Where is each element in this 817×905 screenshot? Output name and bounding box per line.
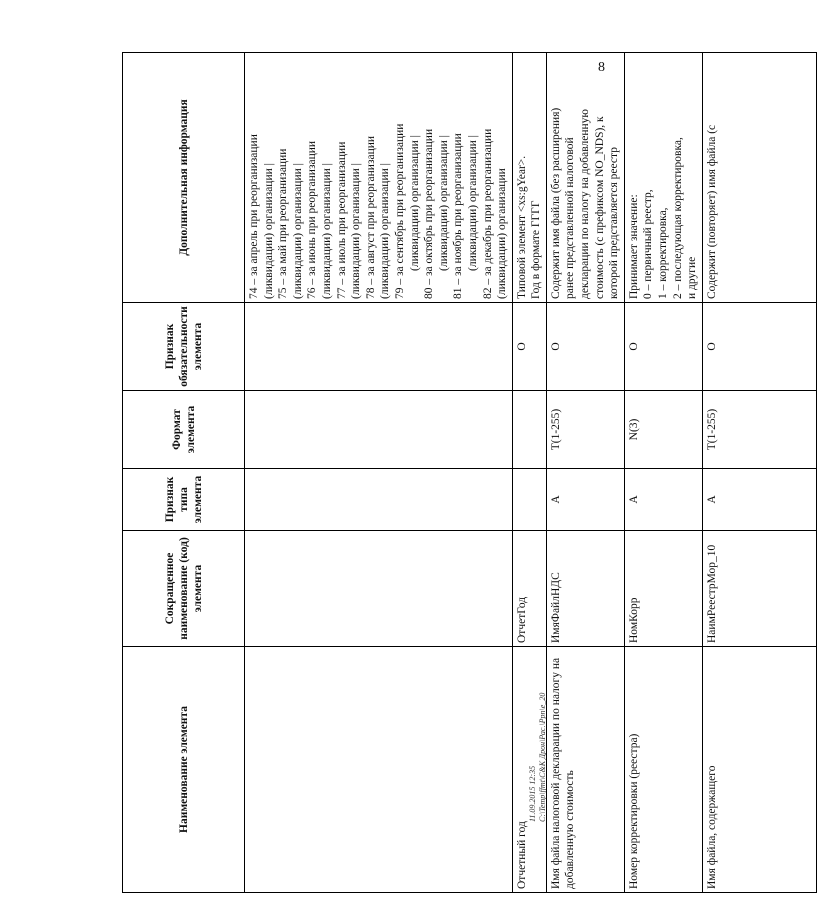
cell-info — [702, 53, 816, 303]
cell-format — [512, 391, 546, 469]
stamp-line-1: 11.09.2015 12:35 — [528, 765, 537, 822]
info-line: (ликвидации) организации | — [320, 163, 333, 299]
info-line: декларации по налогу на добавленную — [579, 108, 592, 299]
info-line: стоимость (с префиксом NO_NDS), к — [593, 116, 606, 299]
cell-code: НомКорр — [624, 531, 702, 647]
cell-code — [245, 531, 513, 647]
info-line: 78 – за август при реорганизации — [364, 135, 377, 299]
cell-required: О — [624, 303, 702, 391]
cell-info — [512, 53, 546, 303]
info-line: Содержит имя файла (без расширения) — [549, 107, 562, 299]
table-row — [512, 53, 546, 893]
cell-type: А — [624, 469, 702, 531]
info-line: 76 – за июнь при реорганизации — [306, 140, 319, 299]
info-line: (ликвидации) организации — [496, 168, 509, 299]
stamp-line-2: C:\Temp\ffmt\С&К Дрон\Рас.\Ррп\е_20 — [538, 692, 547, 822]
cell-required: О — [512, 303, 546, 391]
cell-format: N(3) — [624, 391, 702, 469]
cell-name: Имя файла налоговой декларации по налогу на добавленную стоимость — [546, 647, 624, 893]
info-line: Принимает значение: — [627, 194, 640, 299]
cell-required: О — [702, 303, 816, 391]
info-line: 74 – за апрель при реорганизации — [248, 134, 260, 299]
info-line: (ликвидации) организации | — [291, 163, 304, 299]
cell-name: Имя файла, содержащего — [702, 647, 816, 893]
info-line: 1 – корректировка, — [657, 207, 670, 299]
cell-info — [245, 53, 513, 303]
table-row — [702, 53, 816, 893]
header-element-code: Сокращенное наименование (код) элемента — [123, 531, 245, 647]
cell-type: А — [702, 469, 816, 531]
info-line: 80 – за октябрь при реорганизации — [423, 128, 436, 299]
info-line: (ликвидации) организации | — [437, 135, 450, 271]
header-element-format: Формат элемента — [123, 391, 245, 469]
cell-code: ОтчетГод — [512, 531, 546, 647]
info-line: 81 – за ноябрь при реорганизации — [452, 133, 465, 299]
rotated-table-wrapper — [122, 53, 718, 893]
cell-type — [512, 469, 546, 531]
info-line: (ликвидации) организации | — [262, 163, 275, 299]
cell-name — [245, 647, 513, 893]
info-line: которой представляется реестр — [608, 147, 621, 299]
info-line: 79 – за сентябрь при реорганизации — [393, 123, 406, 299]
cell-name: Отчетный год — [512, 647, 546, 893]
table-row — [624, 53, 702, 893]
info-line: (ликвидации) организации | — [350, 163, 363, 299]
cell-name: Номер корректировки (реестра) — [624, 647, 702, 893]
table-row-continued — [245, 53, 513, 893]
cell-info — [546, 53, 624, 303]
table-row — [546, 53, 624, 893]
page-number: 8 — [598, 60, 605, 75]
info-line: (ликвидации) организации | — [466, 135, 479, 271]
cell-type: А — [546, 469, 624, 531]
info-line: 77 – за июль при реорганизации — [335, 141, 348, 299]
info-line: 2 – последующая корректировка, — [671, 137, 684, 299]
info-line: и другие — [686, 256, 699, 299]
cell-info — [624, 53, 702, 303]
table-header-row — [123, 53, 245, 893]
header-additional-info: Дополнительная информация — [123, 53, 245, 303]
header-element-type: Признак типа элемента — [123, 469, 245, 531]
info-line: Типовой элемент <xs:gYear>. — [515, 155, 528, 299]
info-line: Год в формате ГГГГ — [530, 200, 543, 299]
info-line: (ликвидации) организации | — [379, 163, 392, 299]
cell-format — [245, 391, 513, 469]
info-line: 75 – за май при реорганизации — [277, 148, 290, 299]
info-line: (ликвидации) организации | — [408, 135, 421, 271]
elements-table — [122, 52, 817, 893]
cell-required: О — [546, 303, 624, 391]
cell-type — [245, 469, 513, 531]
cell-code: НаимРеестрМор_10 — [702, 531, 816, 647]
info-line: 0 – первичный реестр, — [642, 189, 655, 299]
cell-format: T(1-255) — [546, 391, 624, 469]
info-line: ранее представленной налоговой — [564, 137, 577, 299]
info-line: 82 – за декабрь при реорганизации — [481, 128, 494, 299]
cell-format: T(1-255) — [702, 391, 816, 469]
info-line: Содержит (повторяет) имя файла (с — [705, 124, 718, 299]
header-element-name: Наименование элемента — [123, 647, 245, 893]
header-element-required: Признак обязательности элемента — [123, 303, 245, 391]
cell-required — [245, 303, 513, 391]
cell-code: ИмяФайлНДС — [546, 531, 624, 647]
